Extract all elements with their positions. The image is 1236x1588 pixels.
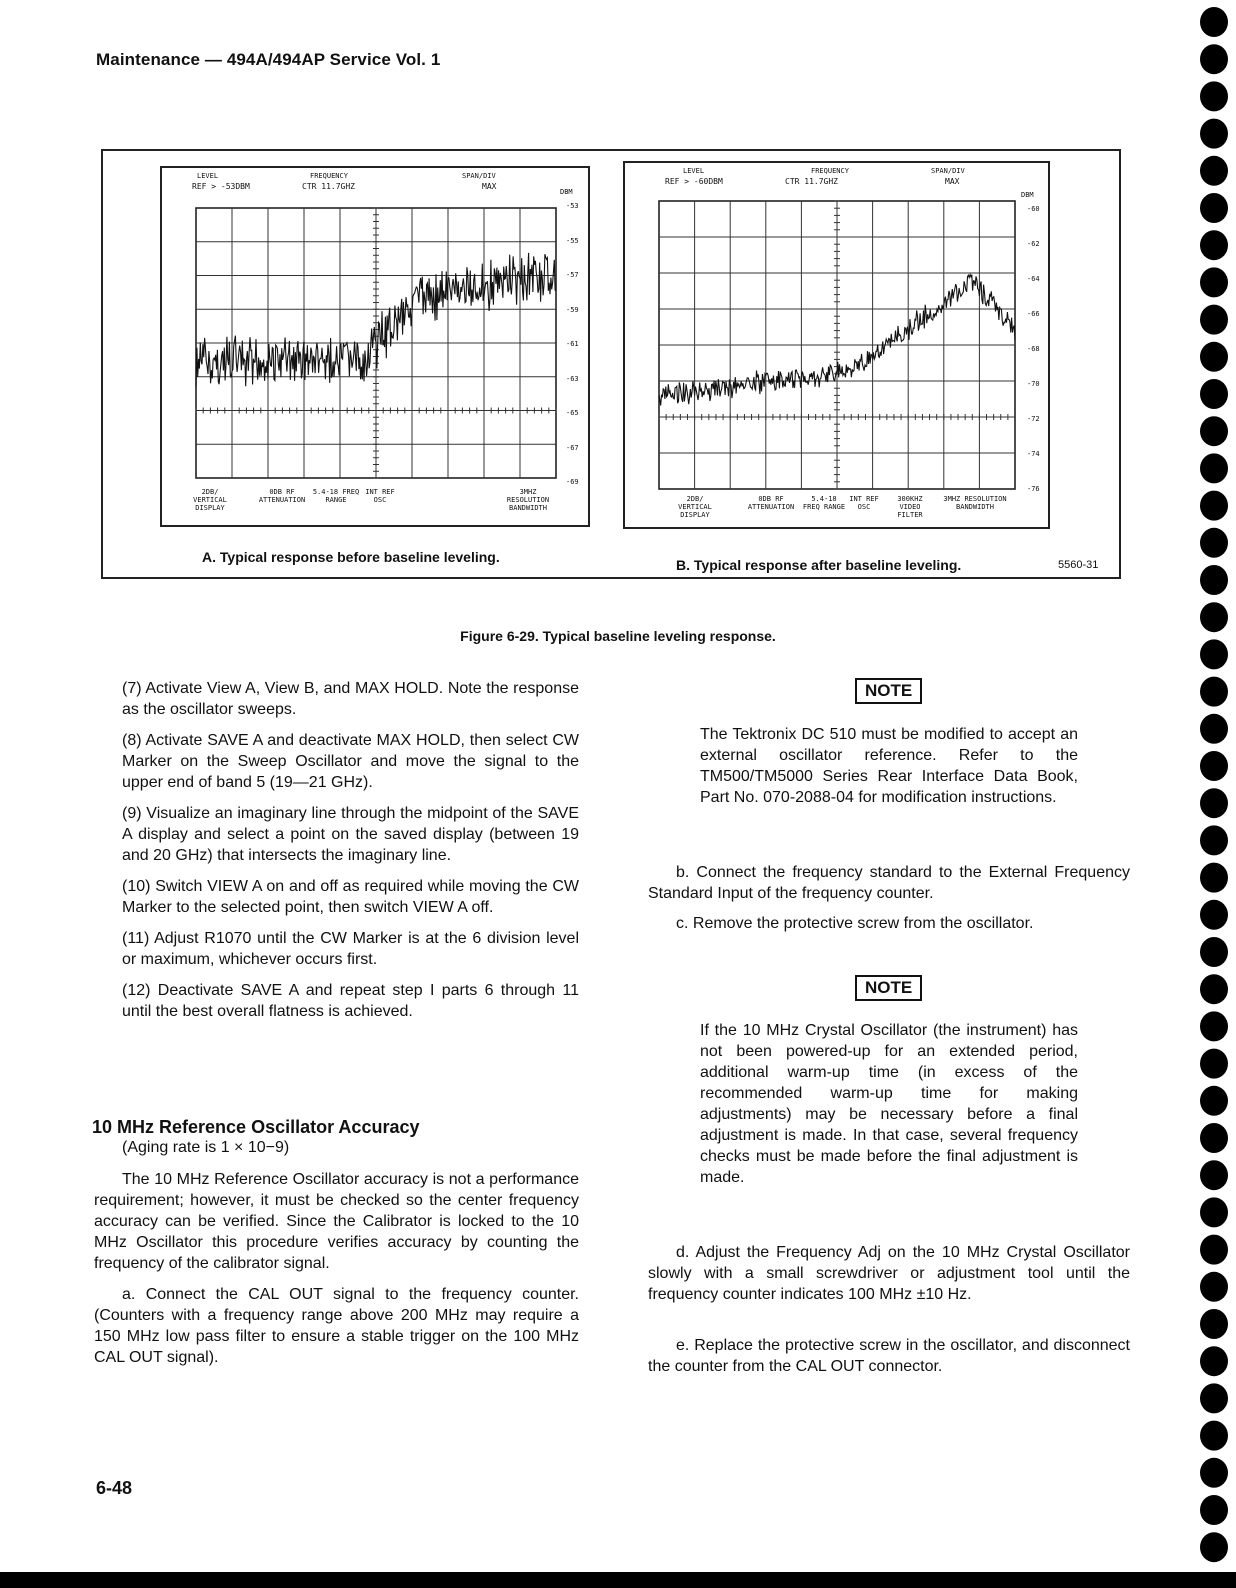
figure-box — [101, 149, 1121, 579]
binder-hole — [1200, 1011, 1228, 1041]
scale-label: -64 — [1027, 275, 1040, 283]
binder-hole — [1200, 1532, 1228, 1562]
rf-attenuation-b: 0DB RF ATTENUATION — [747, 495, 795, 511]
scale-label: -76 — [1027, 485, 1040, 493]
ref-osc-a: INT REF OSC — [365, 488, 395, 504]
binder-hole — [1200, 119, 1228, 149]
freq-range-a: 5.4-18 FREQ RANGE — [312, 488, 360, 504]
binder-hole — [1200, 602, 1228, 632]
section-subtitle: (Aging rate is 1 × 10−9) — [122, 1139, 290, 1156]
page-number: 6-48 — [96, 1478, 133, 1498]
scale-label: -60 — [1027, 205, 1040, 213]
figure-title: Figure 6-29. Typical baseline leveling response. — [460, 628, 776, 644]
caption-a: A. Typical response before baseline leveling. — [202, 549, 500, 565]
scale-label: -69 — [566, 478, 579, 486]
note-1-text: The Tektronix DC 510 must be modified to accept an external oscillator reference. Refer to the TM500/TM5000 Series Rear Interface Data Book, Part No. 070-2088-04 for modification instructions. — [700, 726, 1078, 806]
scale-label: -55 — [566, 236, 579, 245]
binder-hole — [1200, 267, 1228, 297]
binder-hole — [1200, 1346, 1228, 1376]
level-head-a: LEVEL — [197, 172, 219, 180]
binder-hole — [1200, 305, 1228, 335]
span-b: MAX — [945, 177, 960, 186]
binder-hole — [1200, 342, 1228, 372]
binder-hole — [1200, 714, 1228, 744]
note-label-1: NOTE — [855, 678, 922, 704]
left-column-body — [94, 1169, 579, 1378]
scale-label: -65 — [566, 409, 579, 417]
binder-hole — [1200, 379, 1228, 409]
step-9: (9) Visualize an imaginary line through the midpoint of the SAVE A display and select a point on the saved display (between 19 and 20 GHz) that intersects the imaginary line. — [122, 805, 579, 864]
scale-label: -59 — [566, 305, 579, 314]
note-label-2: NOTE — [855, 975, 922, 1001]
ref-osc-b: INT REF OSC — [849, 495, 879, 511]
span-head-a: SPAN/DIV — [462, 172, 496, 180]
binder-hole — [1200, 825, 1228, 855]
binder-hole — [1200, 1458, 1228, 1488]
binder-hole — [1200, 639, 1228, 669]
scale-label: -70 — [1027, 380, 1040, 388]
scale-label: -62 — [1027, 240, 1040, 248]
figure-id: 5560-31 — [1058, 559, 1099, 571]
step-e: e. Replace the protective screw in the oscillator, and disconnect the counter from the CAL OUT connector. — [648, 1337, 1130, 1375]
binder-hole — [1200, 1197, 1228, 1227]
binder-hole — [1200, 528, 1228, 558]
paragraph-accuracy: The 10 MHz Reference Oscillator accuracy is not a performance requirement; however, it must be checked so the center frequency accuracy can be verified. Since the Calibrator is locked to the 10 MHz Oscillator this procedure verifies accuracy by counting the frequency of the calibrator signal. — [94, 1171, 579, 1272]
resolution-bw-b: 3MHZ RESOLUTION BANDWIDTH — [943, 495, 1007, 511]
binder-hole — [1200, 974, 1228, 1004]
note-2-text: If the 10 MHz Crystal Oscillator (the instrument) has not been powered-up for an extended period, additional warm-up time (in excess of the recommended warm-up time for making adjustments) may be necessary before a final adjustment is made. In that case, several frequency checks must be made before the final adjustment is made. — [700, 1022, 1078, 1186]
step-7: (7) Activate View A, View B, and MAX HOLD. Note the response as the oscillator sweeps. — [122, 680, 579, 718]
center-freq-b: CTR 11.7GHZ — [785, 177, 838, 186]
ref-level-a: REF > -53DBM — [192, 182, 250, 191]
freq-head-a: FREQUENCY — [310, 172, 348, 180]
screen-panel-a — [160, 166, 590, 527]
vertical-display-b: 2DB/ VERTICAL DISPLAY — [678, 495, 712, 519]
step-12: (12) Deactivate SAVE A and repeat step I parts 6 through 11 until the best overall flatness is achieved. — [122, 982, 579, 1020]
binder-hole — [1200, 193, 1228, 223]
left-column — [94, 678, 579, 1032]
binder-hole — [1200, 1123, 1228, 1153]
span-head-b: SPAN/DIV — [931, 167, 965, 175]
binder-hole — [1200, 937, 1228, 967]
binder-hole — [1200, 677, 1228, 707]
binder-hole — [1200, 863, 1228, 893]
span-a: MAX — [482, 182, 497, 191]
binder-hole — [1200, 565, 1228, 595]
step-8: (8) Activate SAVE A and deactivate MAX HOLD, then select CW Marker on the Sweep Oscillator and move the signal to the upper end of band 5 (19—21 GHz). — [122, 732, 579, 791]
ref-level-b: REF > -60DBM — [665, 177, 723, 186]
scale-label: -68 — [1027, 345, 1040, 353]
binder-hole — [1200, 491, 1228, 521]
binder-hole — [1200, 81, 1228, 111]
step-c: c. Remove the protective screw from the oscillator. — [676, 915, 1034, 932]
binder-hole — [1200, 788, 1228, 818]
center-freq-a: CTR 11.7GHZ — [302, 182, 355, 191]
binder-hole — [1200, 230, 1228, 260]
spectrum-display-a — [162, 168, 588, 525]
freq-head-b: FREQUENCY — [811, 167, 849, 175]
step-a: a. Connect the CAL OUT signal to the frequency counter. (Counters with a frequency range above 200 MHz may require a 150 MHz low pass filter to ensure a stable trigger on the 100 MHz CAL OUT signal). — [94, 1286, 579, 1366]
vertical-display-a: 2DB/ VERTICAL DISPLAY — [193, 488, 227, 512]
scale-label: -63 — [566, 374, 579, 383]
binder-hole — [1200, 416, 1228, 446]
graticule — [659, 201, 1015, 489]
binder-hole — [1200, 751, 1228, 781]
scale-label: -66 — [1027, 310, 1040, 318]
binder-hole — [1200, 1383, 1228, 1413]
screen-panel-b — [623, 161, 1050, 529]
binder-hole — [1200, 1421, 1228, 1451]
step-b: b. Connect the frequency standard to the External Frequency Standard Input of the frequency counter. — [648, 864, 1130, 902]
scale-label: -72 — [1027, 415, 1040, 423]
step-10: (10) Switch VIEW A on and off as required while moving the CW Marker to the selected point, then switch VIEW A off. — [122, 878, 579, 916]
scale-label: -67 — [566, 443, 579, 452]
binder-hole — [1200, 1049, 1228, 1079]
binder-hole — [1200, 44, 1228, 74]
binder-hole — [1200, 156, 1228, 186]
level-head-b: LEVEL — [683, 167, 705, 175]
binder-hole — [1200, 1235, 1228, 1265]
scale-head-b: DBM — [1021, 191, 1034, 199]
video-filter-b: 300KHZ VIDEO FILTER — [897, 495, 923, 519]
resolution-bw-a: 3MHZ RESOLUTION BANDWIDTH — [506, 488, 550, 512]
scale-label: -53 — [566, 202, 579, 210]
binder-hole — [1200, 900, 1228, 930]
binder-hole — [1200, 453, 1228, 483]
step-11: (11) Adjust R1070 until the CW Marker is at the 6 division level or maximum, whichever occurs first. — [122, 930, 579, 968]
binder-hole — [1200, 7, 1228, 37]
binder-hole — [1200, 1309, 1228, 1339]
binder-hole — [1200, 1160, 1228, 1190]
caption-b: B. Typical response after baseline leveling. — [676, 557, 962, 573]
scale-label: -74 — [1027, 450, 1040, 458]
binder-hole — [1200, 1272, 1228, 1302]
scale-label: -57 — [566, 271, 579, 279]
binder-hole — [1200, 1086, 1228, 1116]
running-header: Maintenance — 494A/494AP Service Vol. 1 — [96, 50, 441, 69]
spectrum-display-b — [625, 163, 1048, 527]
binder-holes — [1192, 0, 1236, 1572]
scale-label: -61 — [566, 340, 579, 348]
step-d: d. Adjust the Frequency Adj on the 10 MHz Crystal Oscillator slowly with a small screwdriver or adjustment tool until the frequency counter indicates 100 MHz ±10 Hz. — [648, 1244, 1130, 1303]
rf-attenuation-a: 0DB RF ATTENUATION — [258, 488, 306, 504]
freq-range-b: 5.4-18 FREQ RANGE — [802, 495, 846, 511]
binder-hole — [1200, 1495, 1228, 1525]
bottom-edge — [0, 1572, 1236, 1588]
section-title: 10 MHz Reference Oscillator Accuracy — [92, 1117, 420, 1137]
scale-head-a: DBM — [560, 188, 573, 196]
